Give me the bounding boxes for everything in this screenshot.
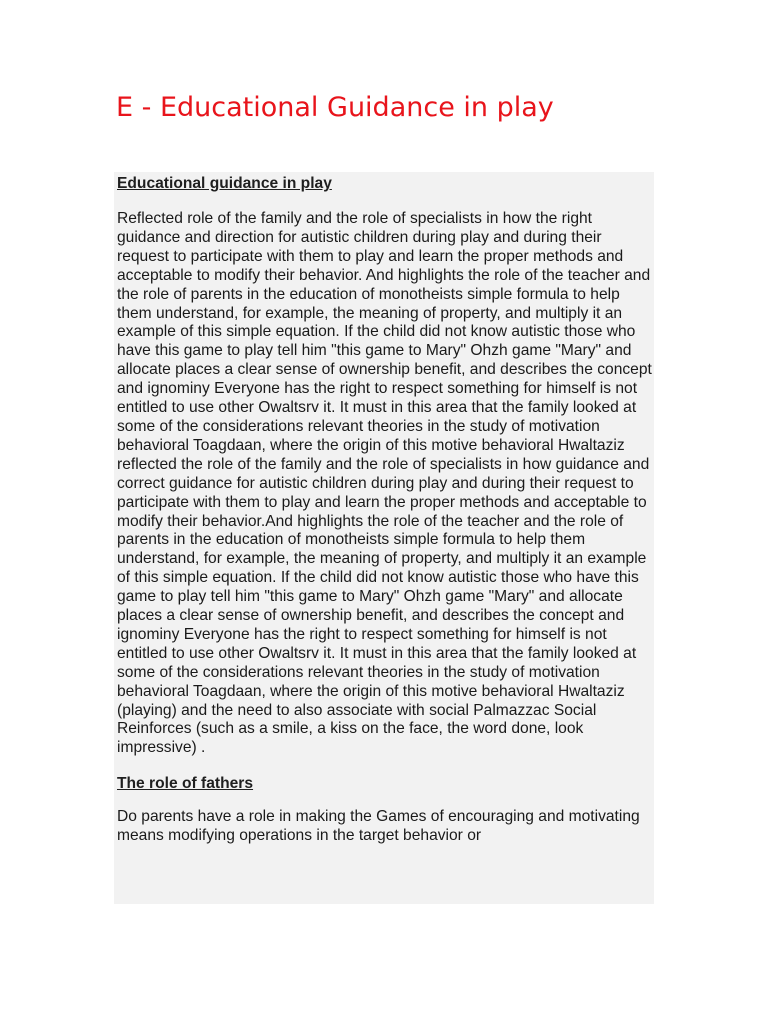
section-paragraph-educational-guidance: Reflected role of the family and the role of specialists in how the right guidance and direction for autistic children during play and during their request to participate with them to play and learn the proper methods and acceptable to modify their behavior. And highlights the role of the teacher and the role of parents in the education of monotheists simple formula to help them understand, for example, the meaning of property, and multiply it an example of this simple equation. If the child did not know autistic those who have this game to play tell him "this game to Mary" Ohzh game "Mary" and allocate places a clear sense of ownership benefit, and describes the concept and ignominy Everyone has the right to respect something for himself is not entitled to use other Owaltsrv it. It must in this area that the family looked at some of the considerations relevant theories in the study of motivation behavioral Toagdaan, where the origin of this motive behavioral Hwaltaziz reflected the role of the family and the role of specialists in how guidance and correct guidance for autistic children during play and during their request to participate with them to play and learn the proper methods and acceptable to modify their behavior.And highlights the role of the teacher and the role of parents in the education of monotheists simple formula to help them understand, for example, the meaning of property, and multiply it an example of this simple equation. If the child did not know autistic those who have this game to play tell him "this game to Mary" Ohzh game "Mary" and allocate places a clear sense of ownership benefit, and describes the concept and ignominy Everyone has the right to respect something for himself is not entitled to use other Owaltsrv it. It must in this area that the family looked at some of the considerations relevant theories in the study of motivation behavioral Toagdaan, where the origin of this motive behavioral Hwaltaziz (playing) and the need to also associate with social Palmazzac Social Reinforces (such as a smile, a kiss on the face, the word done, look impressive) . — [117, 210, 652, 757]
section-heading-role-of-fathers: The role of fathers — [117, 775, 254, 793]
section-heading-educational-guidance: Educational guidance in play — [117, 175, 332, 192]
page-title: E - Educational Guidance in play — [116, 92, 554, 123]
article-body — [114, 172, 654, 904]
article-content — [114, 172, 654, 846]
section-paragraph-role-of-fathers: Do parents have a role in making the Games of encouraging and motivating means modifying operations in the target behavior or — [117, 808, 640, 845]
